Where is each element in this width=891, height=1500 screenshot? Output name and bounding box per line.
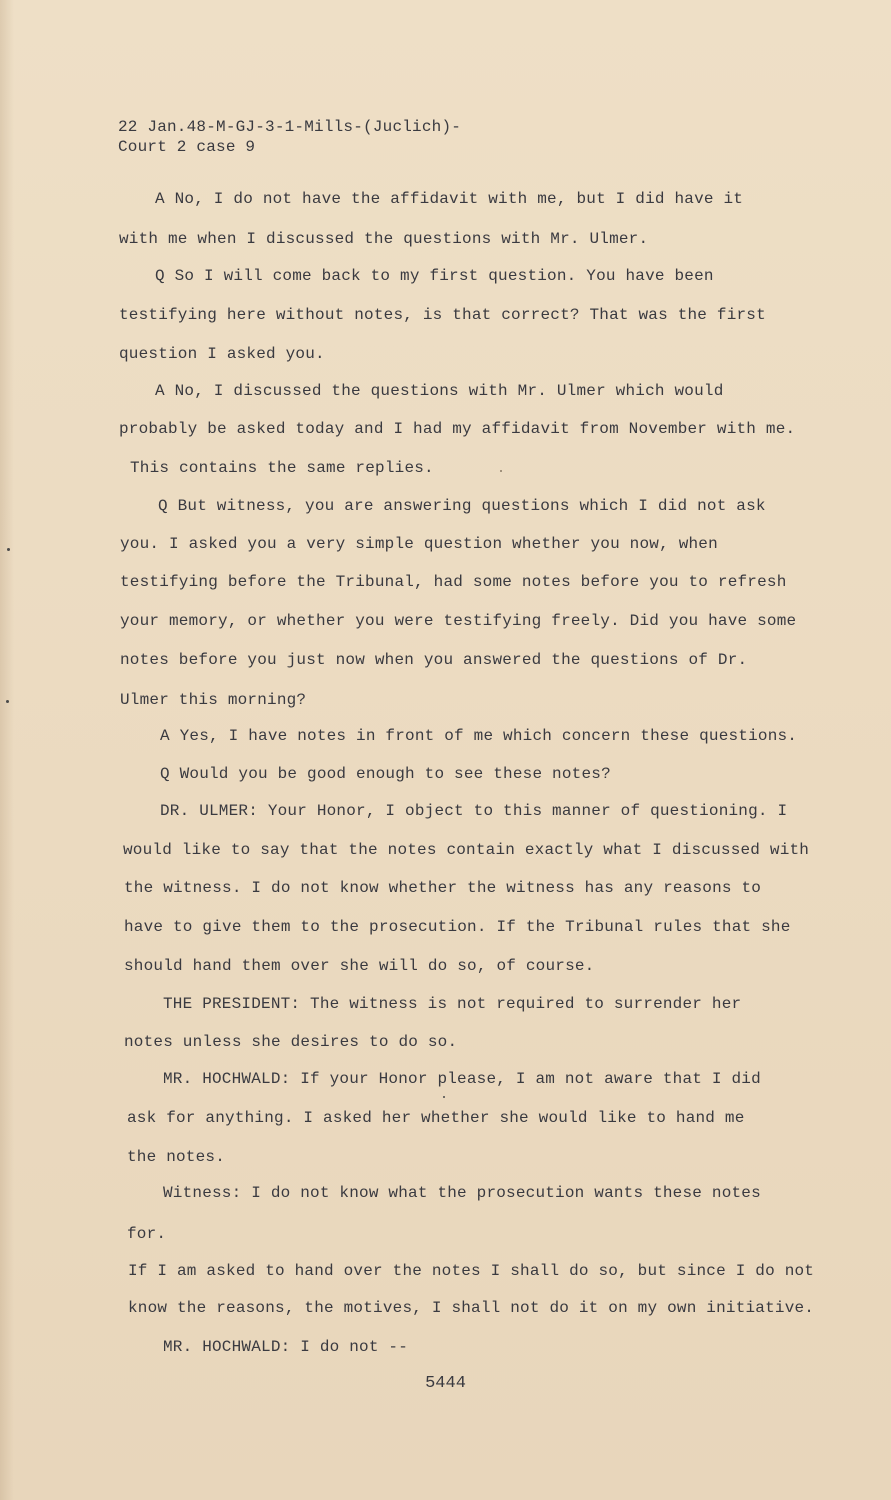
transcript-line: with me when I discussed the questions with Mr. Ulmer.	[119, 230, 649, 248]
transcript-line: should hand them over she will do so, of course.	[124, 957, 595, 975]
transcript-line: your memory, or whether you were testifying freely. Did you have some	[120, 612, 797, 630]
transcript-line: notes unless she desires to do so.	[124, 1033, 458, 1051]
ink-speck	[500, 470, 502, 472]
transcript-line: would like to say that the notes contain exactly what I discussed with	[123, 841, 810, 859]
transcript-line: MR. HOCHWALD: I do not --	[163, 1338, 409, 1356]
transcript-line: you. I asked you a very simple question whether you now, when	[120, 535, 718, 553]
transcript-line: Q But witness, you are answering questions which I did not ask	[158, 497, 766, 515]
transcript-line: A No, I do not have the affidavit with me, but I did have it	[155, 190, 744, 208]
transcript-line: Ulmer this morning?	[120, 691, 307, 709]
ink-speck	[7, 548, 10, 551]
transcript-line: THE PRESIDENT: The witness is not required to surrender her	[163, 995, 742, 1013]
transcript-line: the notes.	[127, 1148, 226, 1166]
transcript-line: ask for anything. I asked her whether she would like to hand me	[127, 1109, 745, 1127]
transcript-line: Q Would you be good enough to see these notes?	[160, 765, 611, 783]
transcript-line: DR. ULMER: Your Honor, I object to this manner of questioning. I	[160, 802, 788, 820]
transcript-line: testifying here without notes, is that correct? That was the first	[119, 306, 766, 324]
ink-speck	[6, 700, 9, 703]
ink-speck	[443, 1096, 445, 1098]
transcript-line: for.	[127, 1225, 167, 1243]
transcript-line: MR. HOCHWALD: If your Honor please, I am not aware that I did	[163, 1070, 761, 1088]
transcript-line: A Yes, I have notes in front of me which concern these questions.	[160, 727, 798, 745]
transcript-line: have to give them to the prosecution. If the Tribunal rules that she	[124, 918, 791, 936]
transcript-line: probably be asked today and I had my affidavit from November with me.	[119, 420, 796, 438]
transcript-line: Witness: I do not know what the prosecution wants these notes	[163, 1184, 761, 1202]
transcript-line: Q So I will come back to my first question. You have been	[155, 267, 714, 285]
transcript-line: question I asked you.	[119, 345, 325, 363]
transcript-line: the witness. I do not know whether the witness has any reasons to	[124, 879, 762, 897]
header-line-2: Court 2 case 9	[118, 138, 256, 156]
transcript-line: This contains the same replies.	[130, 459, 434, 477]
transcript-line: notes before you just now when you answered the questions of Dr.	[120, 651, 748, 669]
page-number: 5444	[425, 1374, 466, 1393]
transcript-line: know the reasons, the motives, I shall not do it on my own initiative.	[128, 1299, 815, 1317]
transcript-line: If I am asked to hand over the notes I shall do so, but since I do not	[128, 1262, 815, 1280]
transcript-line: testifying before the Tribunal, had some notes before you to refresh	[120, 573, 787, 591]
transcript-line: A No, I discussed the questions with Mr. Ulmer which would	[155, 382, 724, 400]
header-line-1: 22 Jan.48-M-GJ-3-1-Mills-(Juclich)-	[118, 118, 462, 136]
